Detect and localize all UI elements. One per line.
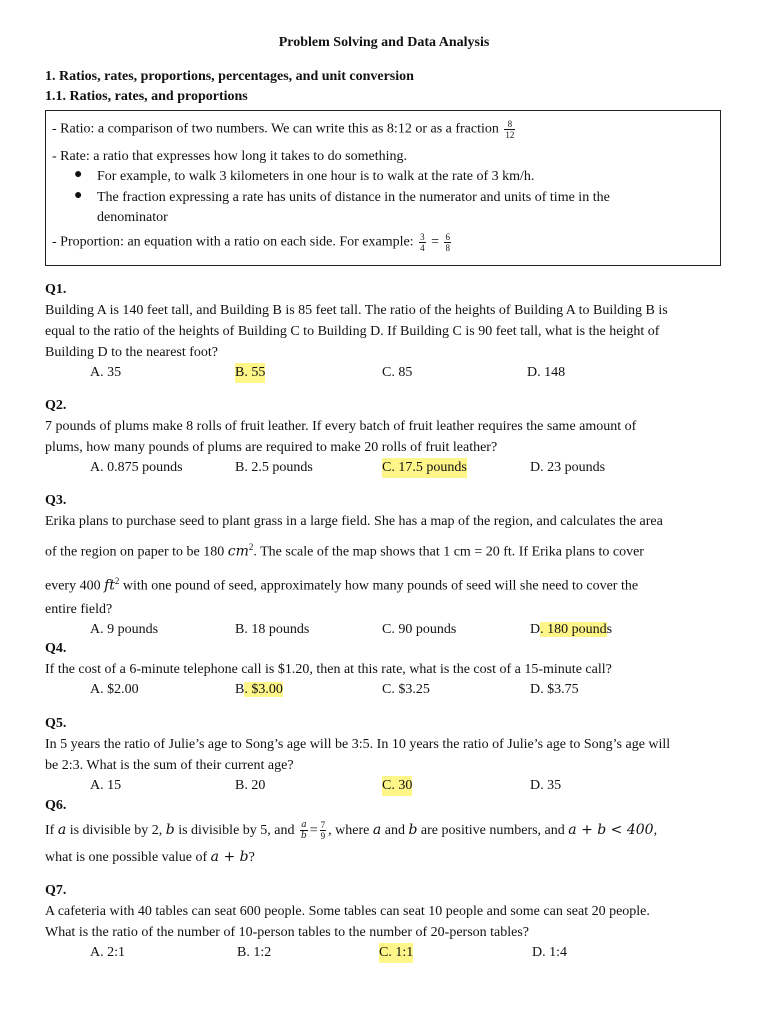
choice-d-highlighted [530, 620, 612, 640]
question-text-line [45, 532, 723, 568]
question-text-line: be 2:3. What is the sum of their current age? [45, 758, 294, 773]
text-part: ? [248, 850, 255, 865]
choice-a: A. 2:1 [90, 945, 125, 960]
question-label: Q1. [45, 282, 67, 297]
inequality: a + b < 400 [568, 822, 654, 838]
question-text-line [45, 816, 723, 845]
choice-b: B. 1:2 [237, 945, 272, 960]
ratio-fraction [504, 119, 515, 140]
question-text-line: Erika plans to purchase seed to plant grass in a large field. She has a map of the region, and calculates the area [45, 514, 663, 529]
text-part: with one pound of seed, approximately how many pounds of seed will she need to cover the [122, 578, 639, 594]
question-text-line: A cafeteria with 40 tables can seat 600 people. Some tables can seat 10 people and some can seat 20 people. [45, 904, 650, 919]
rate-fraction-note-cont: denominator [97, 210, 168, 225]
choice-c: C. 85 [382, 365, 413, 380]
frac-den: 8 [445, 243, 450, 253]
question-1 [45, 280, 723, 383]
frac-den: 4 [420, 243, 425, 253]
text-part: . The scale of the map shows that 1 cm = 20 ft. If Erika plans to cover [253, 544, 644, 560]
question-label: Q5. [45, 716, 67, 731]
rate-definition: - Rate: a ratio that expresses how long it takes to do something. [52, 149, 407, 164]
var-b: b [408, 822, 418, 838]
question-text-line: In 5 years the ratio of Julie’s age to Song’s age will be 3:5. In 10 years the ratio of Julie’s age to Song’s age will [45, 737, 671, 752]
question-5 [45, 714, 723, 796]
question-text-line: equal to the ratio of the heights of Building C to Building D. If Building C is 90 feet tall, what is the height of [45, 324, 660, 339]
bullet-icon: ● [74, 188, 83, 203]
subsection-heading: 1.1. Ratios, rates, and proportions [45, 89, 248, 104]
question-7 [45, 881, 723, 963]
question-label: Q2. [45, 398, 67, 413]
unit-ft: ft [104, 577, 115, 594]
question-text-line [45, 845, 723, 870]
question-2 [45, 396, 723, 478]
answer-choices [45, 458, 723, 478]
choice-highlight: . 180 pound [540, 622, 607, 638]
choice-c-highlighted: C. 1:1 [379, 943, 413, 963]
choice-b: B. 2.5 pounds [235, 460, 313, 475]
question-label: Q7. [45, 883, 67, 898]
exponent: 2 [114, 575, 120, 586]
choice-d: D. 35 [530, 778, 562, 793]
ratio-numerator: 8 [504, 119, 515, 130]
proportion-text: - Proportion: an equation with a ratio on each side. For example: [52, 234, 414, 250]
fraction-a-over-b [300, 820, 308, 841]
choice-a: A. 35 [90, 365, 122, 380]
choice-c: C. 90 pounds [382, 622, 457, 638]
ratio-text: - Ratio: a comparison of two numbers. We can write this as 8:12 or as a fraction [52, 121, 499, 137]
frac-num: 7 [320, 820, 326, 831]
choice-highlight: . $3.00 [244, 682, 283, 697]
section-heading: 1. Ratios, rates, proportions, percentages, and unit conversion [45, 69, 414, 84]
ratio-definition [52, 119, 517, 140]
equals-sign: = [431, 234, 439, 250]
choice-a: A. 15 [90, 778, 122, 793]
question-4 [45, 639, 723, 700]
choice-a: A. 9 pounds [90, 622, 159, 638]
choice-a: A. 0.875 pounds [90, 460, 183, 475]
rate-example: For example, to walk 3 kilometers in one hour is to walk at the rate of 3 km/h. [97, 169, 535, 184]
exponent: 2 [248, 542, 254, 552]
text-part: is divisible by 5, and [174, 823, 298, 838]
text-part: If [45, 823, 58, 838]
frac-num: 6 [445, 232, 450, 242]
question-6 [45, 796, 723, 870]
question-text-line: Building A is 140 feet tall, and Building B is 85 feet tall. The ratio of the heights of Building A to Building B is [45, 303, 668, 318]
question-text-line [45, 568, 723, 600]
choice-d: D. 23 pounds [530, 460, 606, 475]
question-text-line: 7 pounds of plums make 8 rolls of fruit leather. If every batch of fruit leather requires the same amount of [45, 419, 637, 434]
proportion-definition [52, 232, 453, 253]
choice-d: D. 148 [527, 365, 566, 380]
choice-a: A. $2.00 [90, 682, 139, 697]
choice-c: C. $3.25 [382, 682, 430, 697]
choice-c-highlighted: C. 30 [382, 776, 412, 796]
question-label: Q6. [45, 798, 67, 813]
text-part: and [381, 823, 409, 838]
choice-b: B. 18 pounds [235, 622, 310, 638]
proportion-fraction-left [419, 232, 426, 253]
choice-b: B. 20 [235, 778, 266, 793]
page-title: Problem Solving and Data Analysis [278, 35, 490, 50]
choice-prefix: B [235, 682, 245, 697]
text-part: , [653, 823, 658, 838]
var-a: a [372, 822, 382, 838]
question-text-line: Building D to the nearest foot? [45, 345, 219, 360]
question-text-line: If the cost of a 6-minute telephone call is $1.20, then at this rate, what is the cost of a 15-minute call? [45, 662, 612, 677]
proportion-fraction-right [444, 232, 451, 253]
answer-choices [45, 620, 723, 640]
question-label: Q3. [45, 493, 67, 508]
frac-den: b [301, 831, 307, 842]
question-text-line: plums, how many pounds of plums are required to make 20 rolls of fruit leather? [45, 440, 498, 455]
text-part: of the region on paper to be 180 [45, 544, 225, 560]
fraction-7-over-9 [320, 820, 327, 841]
text-part: is divisible by 2, [66, 823, 166, 838]
choice-b-highlighted: B. 55 [235, 363, 265, 383]
choice-b-highlighted [235, 680, 283, 700]
answer-choices [45, 943, 723, 963]
answer-choices [45, 776, 723, 796]
text-part: are positive numbers, and [417, 823, 569, 838]
choice-d: D. $3.75 [530, 682, 579, 697]
text-part: what is one possible value of [45, 850, 211, 865]
var-a: a [57, 822, 67, 838]
text-part: , where [328, 823, 373, 838]
equals-sign: = [309, 823, 318, 838]
frac-den: 9 [320, 831, 326, 842]
frac-num: a [301, 820, 307, 831]
question-text-line: entire field? [45, 602, 113, 618]
var-b: b [165, 822, 175, 838]
rate-fraction-note: The fraction expressing a rate has units of distance in the numerator and units of time in the [97, 190, 610, 205]
expression: a + b [210, 849, 249, 865]
question-text-line: What is the ratio of the number of 10-person tables to the number of 20-person tables? [45, 925, 530, 940]
frac-num: 3 [420, 232, 425, 242]
unit-cm: cm [227, 543, 249, 560]
answer-choices [45, 363, 723, 383]
choice-suffix: s [606, 622, 613, 638]
question-label: Q4. [45, 641, 67, 656]
definitions-box [45, 110, 721, 266]
bullet-icon: ● [74, 167, 83, 182]
text-part: every 400 [45, 578, 101, 594]
choice-c-highlighted: C. 17.5 pounds [382, 458, 467, 478]
ratio-denominator: 12 [505, 130, 515, 140]
question-3 [45, 491, 723, 640]
answer-choices [45, 680, 723, 700]
choice-prefix: D [530, 622, 541, 638]
choice-d: D. 1:4 [532, 945, 567, 960]
